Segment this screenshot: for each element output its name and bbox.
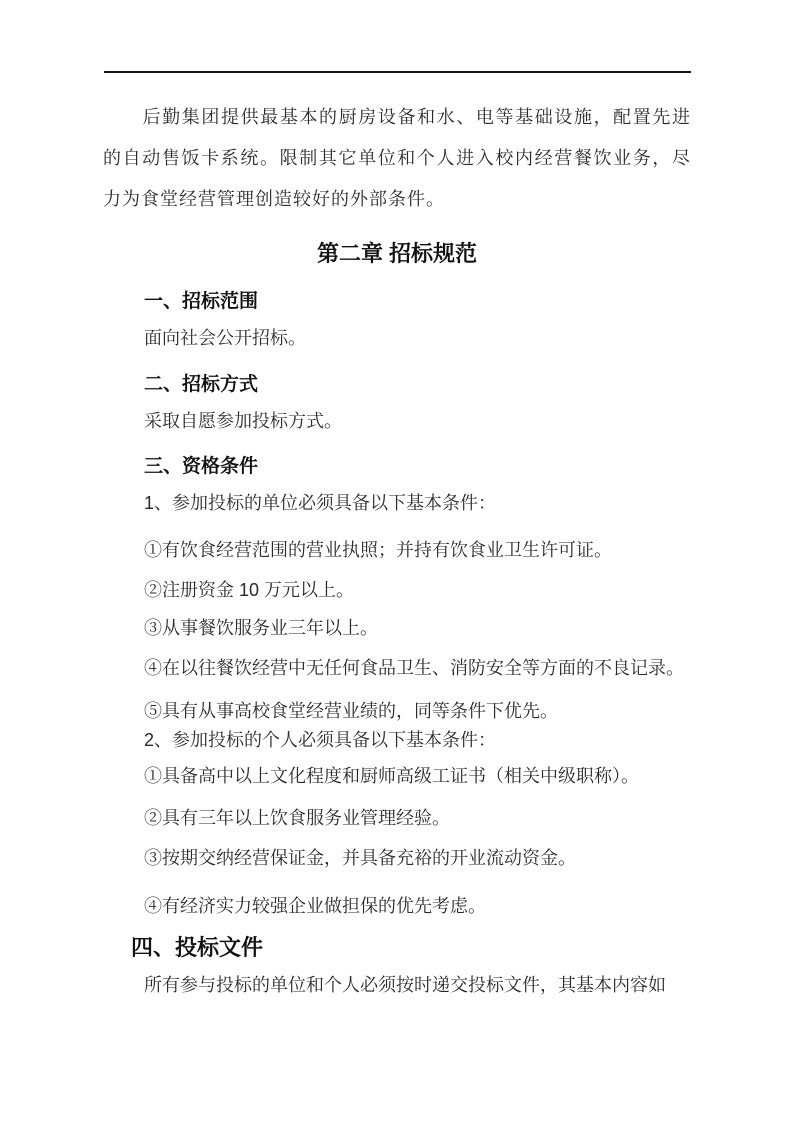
document-content — [0, 97, 794, 997]
section-heading-scope: 一、招标范围 — [144, 291, 259, 312]
qualification-unit-item-1: ①有饮食经营范围的营业执照；并持有饮食业卫生许可证。 — [144, 540, 612, 560]
documents-paragraph: 所有参与投标的单位和个人必须按时递交投标文件，其基本内容如 — [144, 975, 666, 995]
method-paragraph: 采取自愿参加投标方式。 — [144, 411, 342, 431]
section-heading-qualifications: 三、资格条件 — [144, 456, 259, 477]
qualification-unit-item-2: ②注册资金 10 万元以上。 — [144, 580, 355, 600]
section-heading-method: 二、招标方式 — [144, 374, 259, 395]
chapter-title: 第二章 招标规范 — [316, 241, 478, 266]
header-rule — [104, 71, 691, 73]
qualification-person-item-4: ④有经济实力较强企业做担保的优先考虑。 — [144, 896, 486, 916]
section-heading-documents: 四、投标文件 — [131, 935, 264, 960]
qualification-unit-item-5: ⑤具有从事高校食堂经营业绩的，同等条件下优先。 — [144, 701, 558, 721]
qualification-person-item-2: ②具有三年以上饮食服务业管理经验。 — [144, 808, 450, 828]
qualification-unit-lead: 1、参加投标的单位必须具备以下基本条件： — [144, 493, 497, 513]
qualification-unit-item-4: ④在以往餐饮经营中无任何食品卫生、消防安全等方面的不良记录。 — [144, 658, 684, 678]
intro-paragraph: 后勤集团提供最基本的厨房设备和水、电等基础设施，配置先进的自动售饭卡系统。限制其它单位和个人进入校内经营餐饮业务，尽力为食堂经营管理创造较好的外部条件。 — [103, 107, 691, 209]
qualification-person-lead: 2、参加投标的个人必须具备以下基本条件： — [144, 730, 497, 750]
qualification-unit-item-3: ③从事餐饮服务业三年以上。 — [144, 618, 378, 638]
qualification-person-item-3: ③按期交纳经营保证金，并具备充裕的开业流动资金。 — [144, 848, 576, 868]
scope-paragraph: 面向社会公开招标。 — [144, 328, 306, 348]
qualification-person-item-1: ①具备高中以上文化程度和厨师高级工证书（相关中级职称）。 — [144, 766, 639, 786]
